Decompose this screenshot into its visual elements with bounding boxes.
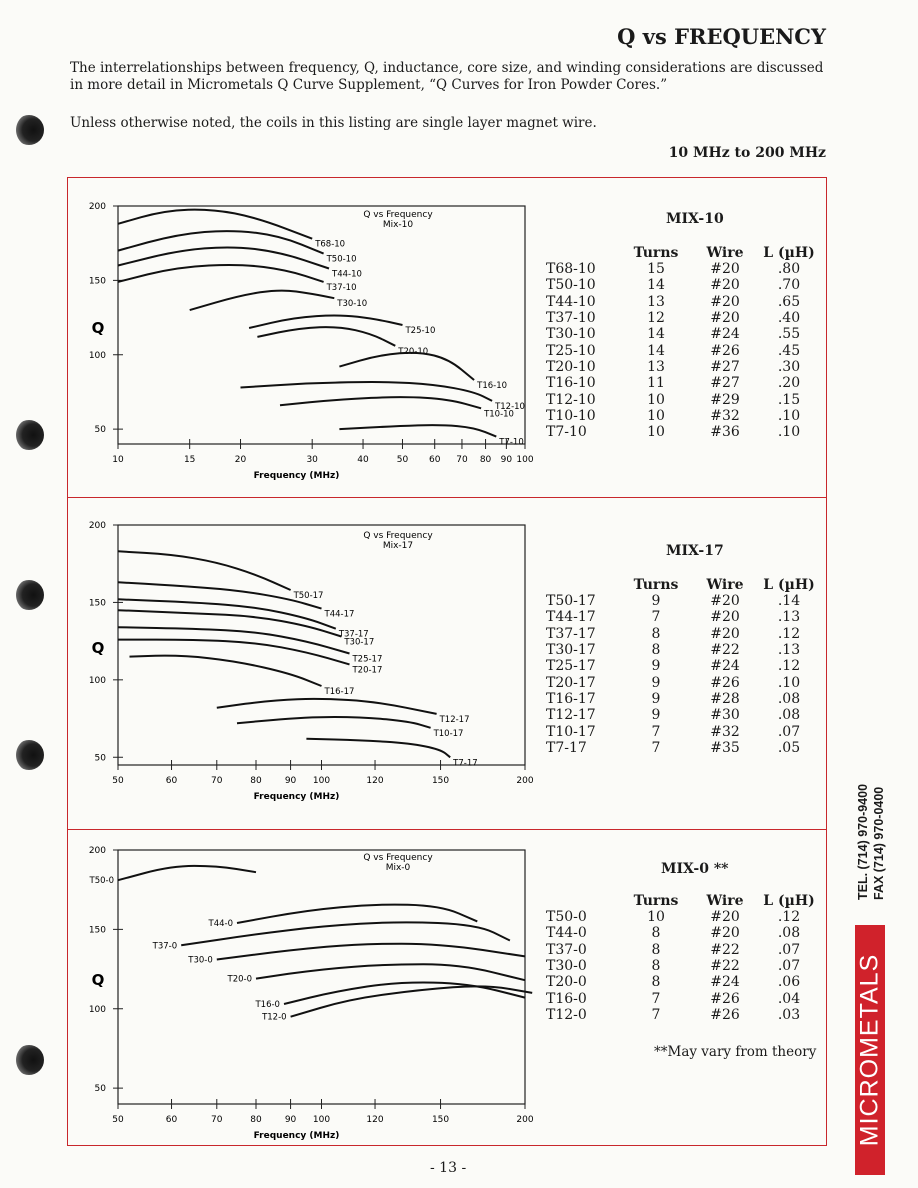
x-tick-label: 50: [112, 1115, 124, 1125]
wire-cell: #20: [710, 261, 740, 278]
core-cell: T20-10: [546, 358, 596, 375]
turns-cell: 7: [651, 723, 661, 740]
wire-cell: #32: [710, 723, 740, 740]
turns-cell: 7: [651, 1006, 661, 1023]
turns-cell: 9: [651, 674, 661, 691]
core-cell: T12-0: [546, 1006, 587, 1023]
x-tick-label: 70: [211, 1115, 223, 1125]
chart-title: Q vs Frequency: [363, 853, 433, 863]
series-line: [306, 739, 450, 758]
series-label: T10-17: [433, 728, 464, 739]
x-tick-label: 10: [112, 455, 124, 465]
x-axis-label: Frequency (MHz): [253, 1131, 340, 1141]
core-cell: T44-10: [546, 293, 596, 310]
turns-cell: 8: [651, 958, 661, 975]
y-tick-label: 150: [88, 925, 106, 936]
series-label: T25-17: [352, 654, 383, 665]
section-mix-10: [68, 180, 826, 500]
turns-cell: 8: [651, 925, 661, 942]
core-cell: T16-0: [546, 990, 587, 1007]
series-label: T44-17: [324, 609, 355, 620]
y-tick-label: 50: [94, 425, 106, 436]
table-row: [546, 942, 819, 958]
y-tick-label: 200: [88, 202, 106, 212]
turns-cell: 9: [651, 690, 661, 707]
inductance-cell: .08: [777, 925, 801, 942]
table-row: [546, 626, 819, 642]
inductance-cell: .05: [777, 739, 801, 756]
core-cell: T7-10: [546, 424, 587, 441]
binder-hole-icon: [14, 115, 44, 145]
series-label: T37-17: [338, 629, 369, 640]
x-tick-label: 200: [516, 776, 534, 786]
series-line: [118, 265, 324, 282]
core-cell: T50-10: [546, 277, 596, 294]
turns-cell: 13: [647, 358, 665, 375]
series-label: T12-17: [439, 714, 470, 725]
turns-cell: 13: [647, 293, 665, 310]
table-row: [546, 691, 819, 707]
inductance-cell: .30: [777, 358, 801, 375]
inductance-cell: .55: [777, 326, 801, 343]
core-cell: T30-10: [546, 326, 596, 343]
inductance-cell: .65: [777, 293, 801, 310]
y-axis-label: Q: [91, 319, 105, 337]
core-cell: T37-10: [546, 310, 596, 327]
inductance-cell: .10: [777, 424, 801, 441]
turns-cell: 10: [647, 407, 665, 424]
x-tick-label: 100: [516, 455, 534, 465]
x-tick-label: 70: [456, 455, 468, 465]
y-tick-label: 150: [88, 276, 106, 287]
table-row: [546, 740, 819, 756]
chart-mix-17: [68, 510, 538, 830]
turns-cell: 14: [647, 342, 665, 359]
x-tick-label: 100: [312, 776, 331, 786]
col-turns: Turns: [633, 892, 679, 909]
col-wire: Wire: [706, 576, 744, 593]
wire-cell: #20: [710, 625, 740, 642]
inductance-cell: .13: [777, 642, 801, 659]
table-row: [546, 958, 819, 974]
chart-mix-10: [68, 180, 538, 500]
col-inductance: L (µH): [763, 892, 815, 909]
brand-tab: [855, 925, 885, 1175]
series-label: T16-17: [324, 687, 355, 698]
binder-hole-icon: [14, 740, 44, 770]
x-tick-label: 30: [306, 455, 318, 465]
core-cell: T50-0: [546, 909, 587, 926]
table-row: [546, 1007, 819, 1023]
wire-cell: #22: [710, 941, 740, 958]
inductance-cell: .03: [777, 1006, 801, 1023]
table-row: [546, 974, 819, 990]
series-label: T10-10: [484, 409, 514, 420]
series-label: T20-10: [398, 346, 429, 357]
x-tick-label: 90: [284, 776, 297, 786]
x-tick-label: 70: [211, 776, 223, 786]
series-label: T20-0: [227, 974, 252, 985]
series-line: [237, 717, 431, 728]
inductance-cell: .08: [777, 690, 801, 707]
core-cell: T68-10: [546, 261, 596, 278]
turns-cell: 7: [651, 739, 661, 756]
series-label: T50-0: [89, 876, 114, 887]
turns-cell: 7: [651, 990, 661, 1007]
y-tick-label: 100: [88, 350, 106, 361]
x-tick-label: 80: [479, 455, 492, 465]
chart-title: Q vs Frequency: [363, 210, 433, 220]
wire-cell: #20: [710, 277, 740, 294]
series-line: [118, 231, 324, 254]
wire-cell: #20: [710, 593, 740, 610]
binder-hole-icon: [14, 420, 44, 450]
core-cell: T30-17: [546, 642, 596, 659]
table-row: [546, 424, 819, 440]
wire-cell: #20: [710, 310, 740, 327]
col-wire: Wire: [706, 244, 744, 261]
chart-title: Mix-10: [382, 220, 414, 230]
series-label: T30-10: [337, 299, 368, 310]
col-inductance: L (µH): [763, 576, 815, 593]
inductance-cell: .70: [777, 277, 801, 294]
core-cell: T16-17: [546, 690, 596, 707]
inductance-cell: .07: [777, 723, 801, 740]
frequency-range: 10 MHz to 200 MHz: [668, 145, 826, 161]
core-cell: T7-17: [546, 739, 587, 756]
mix-0-table: [546, 892, 819, 1023]
wire-cell: #27: [710, 358, 740, 375]
table-row: [546, 925, 819, 941]
inductance-cell: .40: [777, 310, 801, 327]
mix-17-table: [546, 576, 819, 756]
table-row: [546, 310, 819, 326]
table-row: [546, 990, 819, 1006]
plot-frame: [118, 850, 525, 1104]
table-row: [546, 375, 819, 391]
col-wire: Wire: [706, 892, 744, 909]
core-cell: T12-17: [546, 707, 596, 724]
table-row: [546, 609, 819, 625]
y-tick-label: 150: [88, 598, 106, 609]
brand-name: MICROMETALS: [855, 953, 884, 1147]
col-inductance: L (µH): [763, 244, 815, 261]
core-cell: T10-10: [546, 407, 596, 424]
core-cell: T16-10: [546, 375, 596, 392]
wire-cell: #36: [710, 424, 740, 441]
series-line: [284, 982, 525, 1004]
series-line: [118, 866, 256, 880]
wire-cell: #26: [710, 342, 740, 359]
inductance-cell: .08: [777, 707, 801, 724]
inductance-cell: .80: [777, 261, 801, 278]
turns-cell: 9: [651, 593, 661, 610]
table-row: [546, 359, 819, 375]
x-tick-label: 60: [165, 776, 178, 786]
contact-numbers: [856, 760, 892, 925]
y-tick-label: 50: [94, 1084, 106, 1095]
series-line: [217, 944, 525, 960]
x-tick-label: 60: [428, 455, 441, 465]
core-cell: T44-0: [546, 925, 587, 942]
inductance-cell: .07: [777, 941, 801, 958]
table-row: [546, 408, 819, 424]
core-cell: T25-10: [546, 342, 596, 359]
x-tick-label: 200: [516, 1115, 534, 1125]
series-line: [118, 610, 341, 636]
wire-cell: #26: [710, 674, 740, 691]
turns-cell: 12: [647, 310, 665, 327]
core-cell: T37-0: [546, 941, 587, 958]
y-axis-label: Q: [91, 971, 105, 989]
series-label: T30-0: [188, 955, 213, 966]
series-label: T12-10: [495, 401, 525, 412]
wire-cell: #20: [710, 609, 740, 626]
core-cell: T50-17: [546, 593, 596, 610]
section-mix-17: [68, 510, 826, 830]
core-cell: T37-17: [546, 625, 596, 642]
mix-10-table: [546, 244, 819, 440]
turns-cell: 10: [647, 391, 665, 408]
y-tick-label: 100: [88, 675, 106, 686]
x-tick-label: 20: [234, 455, 247, 465]
x-tick-label: 50: [396, 455, 409, 465]
y-tick-label: 200: [88, 846, 106, 856]
wire-cell: #28: [710, 690, 740, 707]
series-label: T7-10: [499, 437, 524, 448]
series-label: T7-17: [453, 758, 478, 769]
core-cell: T25-17: [546, 658, 596, 675]
intro-paragraph: The interrelationships between frequency, Q, inductance, core size, and winding considerations are discussed in more detail in Micrometals Q Curve Supplement, “Q Curves for Iron Powder Cores.”: [70, 60, 824, 93]
x-tick-label: 80: [250, 1115, 262, 1125]
series-line: [256, 964, 525, 980]
series-label: T12-0: [262, 1012, 287, 1023]
turns-cell: 14: [647, 277, 665, 294]
core-cell: T20-0: [546, 974, 587, 991]
series-label: T37-10: [326, 282, 357, 293]
x-tick-label: 50: [112, 776, 124, 786]
table-row: [546, 391, 819, 407]
series-label: T44-0: [208, 919, 234, 930]
turns-cell: 11: [647, 375, 665, 392]
core-cell: T20-17: [546, 674, 596, 691]
inductance-cell: .45: [777, 342, 801, 359]
series-label: T50-10: [326, 254, 357, 265]
wire-cell: #22: [710, 958, 740, 975]
wire-cell: #32: [710, 407, 740, 424]
series-label: T30-17: [344, 637, 375, 648]
core-cell: T12-10: [546, 391, 596, 408]
inductance-cell: .14: [777, 593, 801, 610]
x-tick-label: 150: [431, 1115, 450, 1125]
table-row: [546, 326, 819, 342]
wire-cell: #24: [710, 658, 740, 675]
table-row: [546, 342, 819, 358]
turns-cell: 8: [651, 642, 661, 659]
mix-title: MIX-0 **: [661, 861, 729, 877]
series-line: [217, 699, 437, 714]
wire-cell: #26: [710, 1006, 740, 1023]
fax-number: FAX (714) 970-0400: [872, 786, 886, 900]
wire-cell: #35: [710, 739, 740, 756]
binder-hole-icon: [14, 580, 44, 610]
series-line: [237, 905, 477, 923]
inductance-cell: .15: [777, 391, 801, 408]
y-tick-label: 200: [88, 521, 106, 531]
section-mix-0: [68, 832, 826, 1152]
wire-cell: #20: [710, 293, 740, 310]
series-line: [257, 327, 395, 346]
table-row: [546, 674, 819, 690]
y-tick-label: 50: [94, 753, 106, 764]
wire-cell: #24: [710, 974, 740, 991]
page-title: Q vs FREQUENCY: [617, 24, 826, 49]
turns-cell: 9: [651, 658, 661, 675]
turns-cell: 8: [651, 625, 661, 642]
chart-title: Q vs Frequency: [363, 531, 433, 541]
y-axis-label: Q: [91, 639, 105, 657]
series-line: [339, 425, 496, 436]
page-number: - 13 -: [430, 1160, 467, 1176]
turns-cell: 10: [647, 909, 665, 926]
y-tick-label: 100: [88, 1004, 106, 1015]
wire-cell: #29: [710, 391, 740, 408]
series-label: T25-10: [405, 326, 436, 336]
table-row: [546, 261, 819, 277]
turns-cell: 8: [651, 974, 661, 991]
x-tick-label: 90: [284, 1115, 297, 1125]
series-line: [280, 397, 481, 408]
series-line: [190, 291, 335, 311]
inductance-cell: .04: [777, 990, 801, 1007]
series-label: T37-0: [152, 941, 178, 952]
inductance-cell: .10: [777, 674, 801, 691]
x-tick-label: 15: [183, 455, 196, 465]
inductance-cell: .12: [777, 909, 801, 926]
x-axis-label: Frequency (MHz): [253, 471, 340, 481]
table-row: [546, 723, 819, 739]
x-tick-label: 120: [366, 776, 384, 786]
turns-cell: 14: [647, 326, 665, 343]
wire-cell: #24: [710, 326, 740, 343]
binder-hole-icon: [14, 1045, 44, 1075]
turns-cell: 9: [651, 707, 661, 724]
turns-cell: 10: [647, 424, 665, 441]
table-row: [546, 277, 819, 293]
col-turns: Turns: [633, 576, 679, 593]
series-label: T50-17: [293, 591, 324, 602]
table-row: [546, 294, 819, 310]
table-row: [546, 642, 819, 658]
tel-number: TEL. (714) 970-9400: [856, 783, 870, 900]
wire-cell: #30: [710, 707, 740, 724]
table-row: [546, 593, 819, 609]
inductance-cell: .10: [777, 407, 801, 424]
mix-title: MIX-17: [666, 543, 724, 559]
turns-cell: 8: [651, 941, 661, 958]
chart-title: Mix-0: [385, 863, 411, 873]
x-tick-label: 60: [165, 1115, 178, 1125]
wire-cell: #27: [710, 375, 740, 392]
table-row: [546, 909, 819, 925]
x-tick-label: 100: [312, 1115, 331, 1125]
footnote: **May vary from theory: [654, 1044, 817, 1060]
wire-note: Unless otherwise noted, the coils in this listing are single layer magnet wire.: [70, 115, 597, 131]
series-label: T20-17: [352, 665, 383, 676]
inductance-cell: .12: [777, 658, 801, 675]
series-line: [130, 656, 322, 686]
x-tick-label: 90: [500, 455, 513, 465]
x-tick-label: 120: [366, 1115, 384, 1125]
wire-cell: #20: [710, 925, 740, 942]
x-tick-label: 40: [357, 455, 369, 465]
wire-cell: #22: [710, 642, 740, 659]
series-line: [118, 210, 312, 239]
mix-title: MIX-10: [666, 211, 724, 227]
turns-cell: 7: [651, 609, 661, 626]
core-cell: T30-0: [546, 958, 587, 975]
inductance-cell: .20: [777, 375, 801, 392]
core-cell: T10-17: [546, 723, 596, 740]
series-label: T68-10: [315, 239, 346, 250]
inductance-cell: .07: [777, 958, 801, 975]
turns-cell: 15: [647, 261, 665, 278]
x-axis-label: Frequency (MHz): [253, 792, 340, 802]
series-label: T16-0: [255, 999, 280, 1010]
inductance-cell: .06: [777, 974, 801, 991]
wire-cell: #20: [710, 909, 740, 926]
series-label: T16-10: [477, 381, 508, 392]
chart-mix-0: [68, 832, 538, 1142]
series-line: [339, 353, 474, 380]
table-row: [546, 658, 819, 674]
series-label: T44-10: [332, 269, 362, 280]
table-row: [546, 707, 819, 723]
chart-title: Mix-17: [382, 541, 414, 551]
x-tick-label: 80: [250, 776, 262, 786]
col-turns: Turns: [633, 244, 679, 261]
inductance-cell: .13: [777, 609, 801, 626]
wire-cell: #26: [710, 990, 740, 1007]
inductance-cell: .12: [777, 625, 801, 642]
core-cell: T44-17: [546, 609, 596, 626]
x-tick-label: 150: [431, 776, 450, 786]
